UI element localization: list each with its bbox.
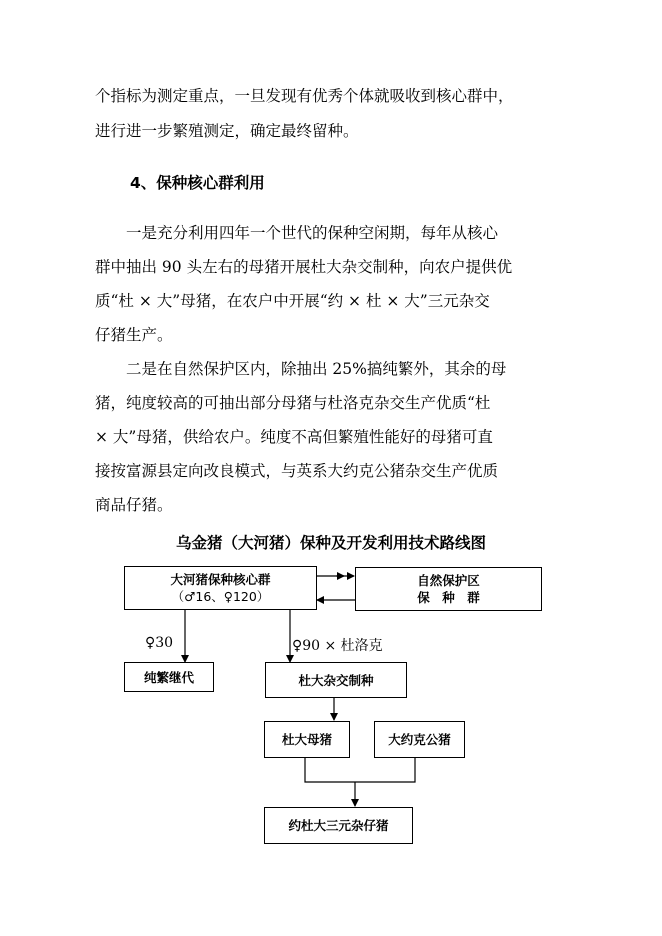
node-core-herd-line2: （♂16、♀120） — [171, 589, 270, 604]
paragraph-line-3: 一是充分利用四年一个世代的保种空闲期，每年从核心 — [95, 224, 499, 242]
node-reserve-line2: 保 种 群 — [417, 590, 480, 605]
paragraph-line-8: 猪，纯度较高的可抽出部分母猪与杜洛克杂交生产优质“杜 — [95, 394, 491, 412]
node-cross-breeding: 杜大杂交制种 — [265, 662, 407, 698]
paragraph-line-4: 群中抽出 90 头左右的母猪开展杜大杂交制种，向农户提供优 — [95, 258, 513, 276]
paragraph-line-11: 商品仔猪。 — [95, 496, 173, 514]
node-duda-sow: 杜大母猪 — [264, 721, 350, 758]
paragraph-line-7: 二是在自然保护区内，除抽出 25%搞纯繁外，其余的母 — [95, 360, 507, 378]
node-core-herd — [124, 566, 317, 610]
node-pure-breeding: 纯繁继代 — [124, 662, 214, 692]
paragraph-line-1: 个指标为测定重点，一旦发现有优秀个体就吸收到核心群中， — [95, 87, 514, 105]
paragraph-line-10: 接按富源县定向改良模式，与英系大约克公猪杂交生产优质 — [95, 462, 499, 480]
node-three-way-piglet: 约杜大三元杂仔猪 — [264, 807, 413, 844]
section-heading: 4、保种核心群利用 — [130, 174, 265, 192]
edge-merge — [305, 758, 415, 782]
paragraph-line-6: 仔猪生产。 — [95, 326, 173, 344]
edge-label-female-90-duroc: ♀90 × 杜洛克 — [292, 638, 383, 654]
diagram-title: 乌金猪（大河猪）保种及开发利用技术路线图 — [175, 534, 486, 552]
edge-label-female-30: ♀30 — [145, 635, 174, 651]
node-reserve-herd — [355, 567, 542, 611]
node-reserve-line1: 自然保护区 — [417, 573, 480, 588]
paragraph-line-5: 质“杜 × 大”母猪，在农户中开展“约 × 杜 × 大”三元杂交 — [95, 292, 490, 310]
paragraph-line-9: × 大”母猪，供给农户。纯度不高但繁殖性能好的母猪可直 — [95, 428, 493, 446]
paragraph-line-2: 进行进一步繁殖测定，确定最终留种。 — [95, 122, 359, 140]
node-yorkshire-boar: 大约克公猪 — [374, 721, 465, 758]
node-core-herd-line1: 大河猪保种核心群 — [170, 572, 271, 587]
